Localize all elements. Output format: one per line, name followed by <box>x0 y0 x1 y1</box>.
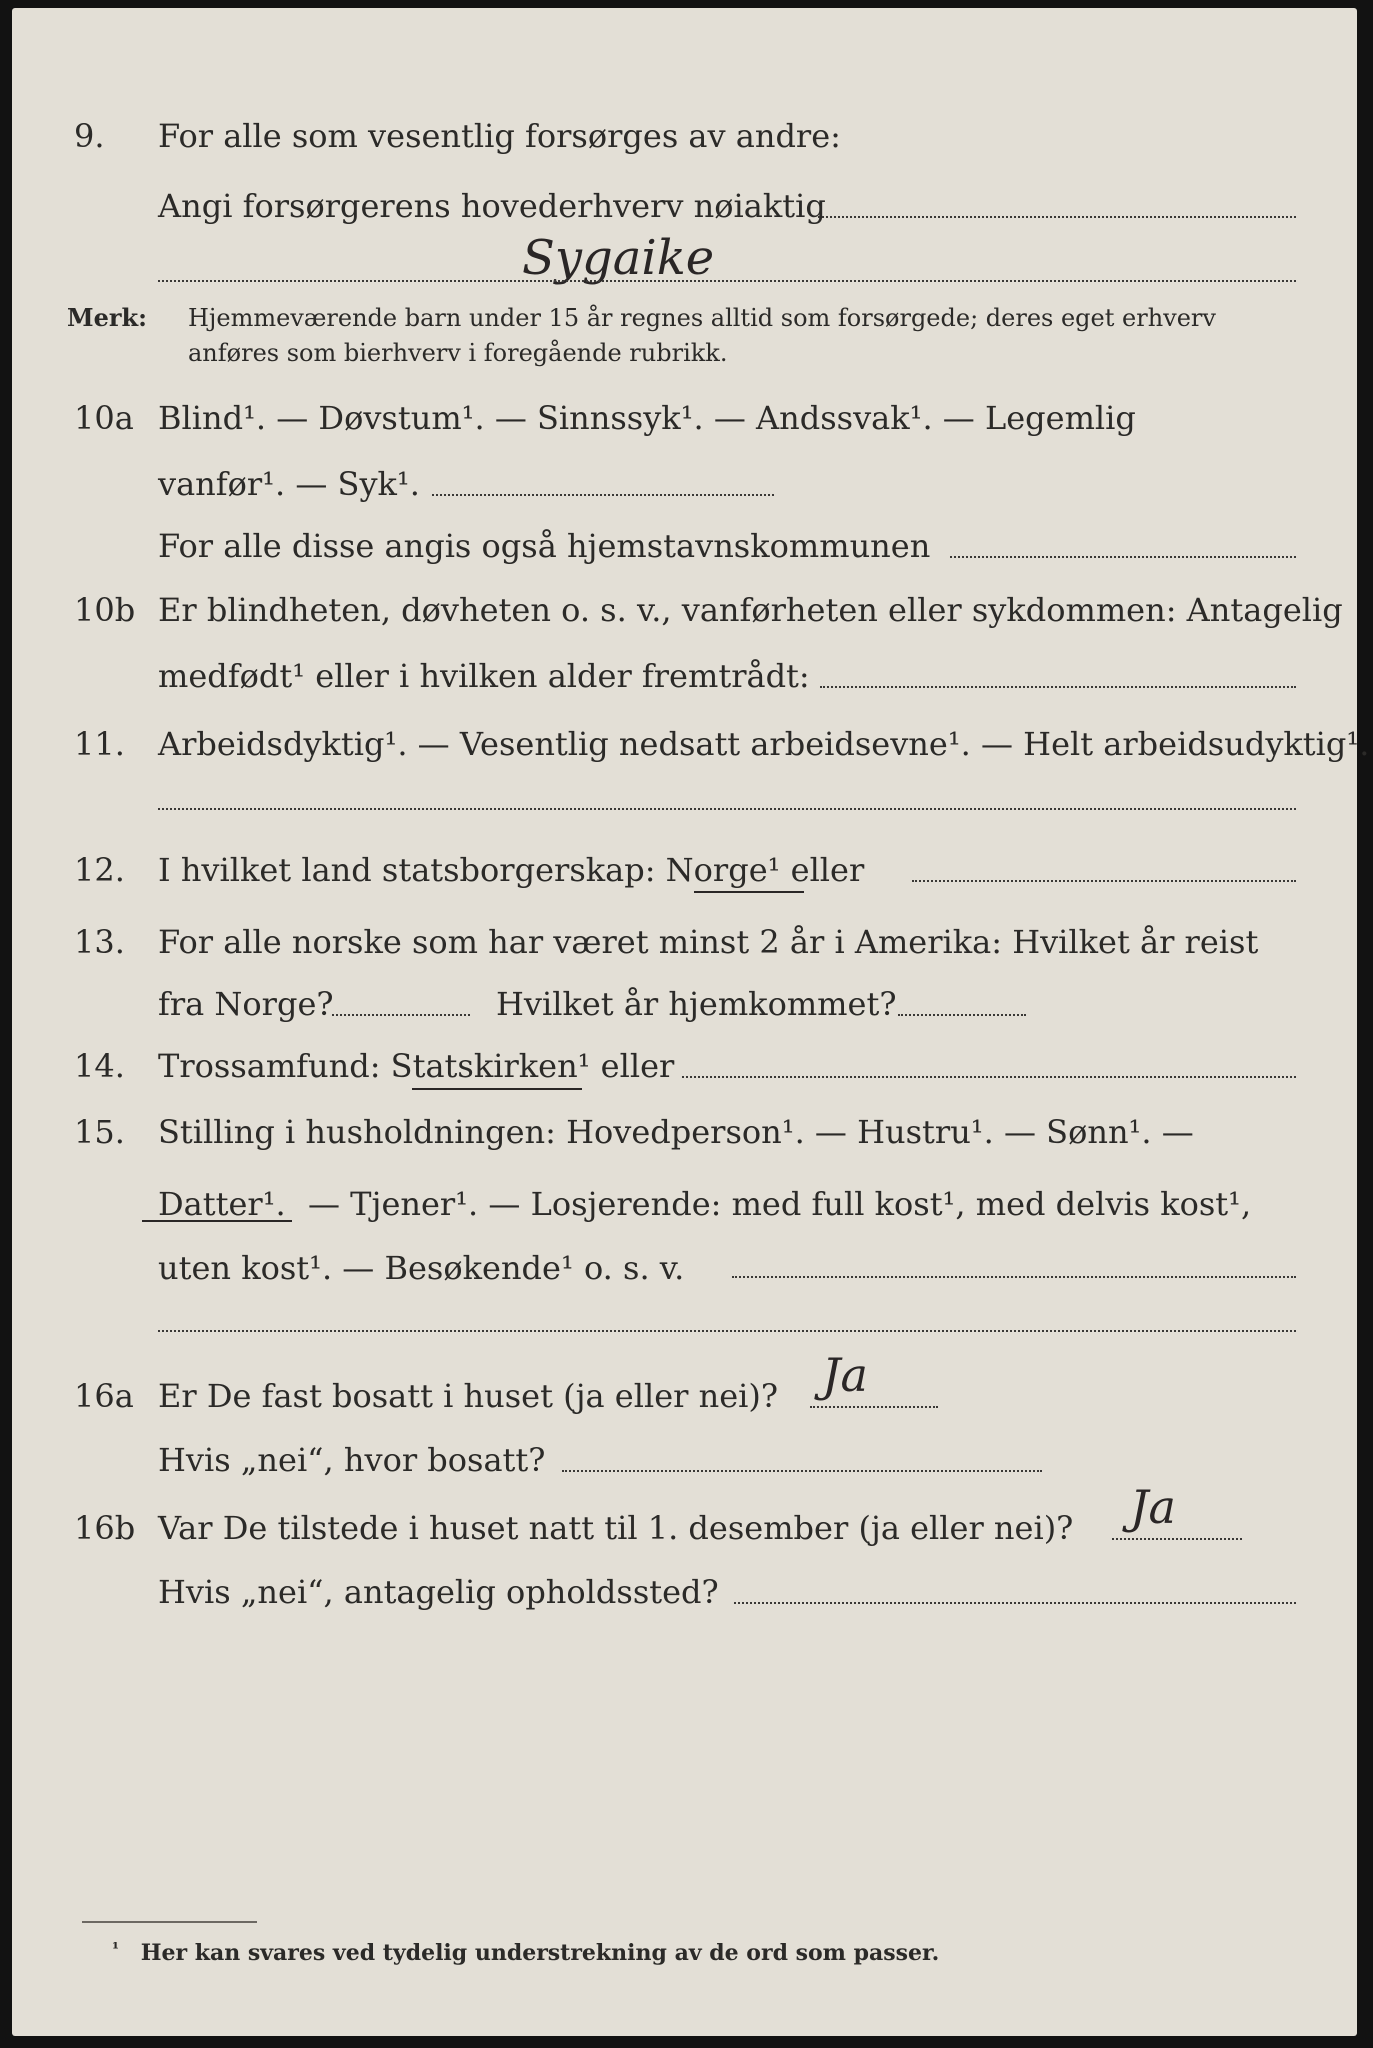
q13-hjemkommet-line <box>898 1014 1026 1016</box>
census-form-page <box>12 8 1370 2036</box>
merk-label: Merk: <box>67 303 147 332</box>
q15-line1: Stilling i husholdningen: Hovedperson¹. — Hustru¹. — Sønn¹. — <box>158 1113 1194 1151</box>
q16a-line1: Er De fast bosatt i huset (ja eller nei)? <box>158 1377 779 1415</box>
q13-line2b: Hvilket år hjemkommet? <box>496 985 897 1023</box>
q10a-line3: For alle disse angis også hjemstavnskommunen <box>158 527 931 565</box>
q9-answer-line-1 <box>818 216 1296 218</box>
q16a-line2: Hvis „nei“, hvor bosatt? <box>158 1441 546 1479</box>
q16b-line1: Var De tilstede i huset natt til 1. desember (ja eller nei)? <box>158 1509 1074 1547</box>
q16b-answer-line <box>1112 1538 1242 1540</box>
q12-answer-line <box>912 880 1296 882</box>
q13-reist-line <box>332 1014 470 1016</box>
q9-line1: For alle som vesentlig forsørges av andre: <box>158 117 841 155</box>
q10b-line1: Er blindheten, døvheten o. s. v., vanførheten eller sykdommen: Antagelig <box>158 591 1343 629</box>
q10a-syk-line <box>432 494 774 496</box>
q11-number: 11. <box>74 725 125 763</box>
q13-number: 13. <box>74 923 125 961</box>
q9-handwritten-answer: Sygaike <box>522 230 715 286</box>
q10a-number: 10a <box>74 399 134 437</box>
merk-line1: Hjemmeværende barn under 15 år regnes alltid som forsørgede; deres eget erhverv <box>188 304 1216 332</box>
q14-question: Trossamfund: <box>158 1047 381 1085</box>
footnote-mark: ¹ <box>112 1939 120 1958</box>
q14-number: 14. <box>74 1047 125 1085</box>
q16b-line2: Hvis „nei“, antagelig opholdssted? <box>158 1573 719 1611</box>
footnote-rule <box>82 1921 257 1923</box>
q10a-hjemstavn-line <box>950 556 1296 558</box>
q12-number: 12. <box>74 851 125 889</box>
q16b-number: 16b <box>74 1509 136 1547</box>
q15-answer-line-2 <box>158 1330 1296 1332</box>
q9-line2: Angi forsørgerens hovederhverv nøiaktig <box>158 187 826 225</box>
q15-datter-underline <box>142 1220 292 1222</box>
q10b-answer-line <box>820 686 1296 688</box>
q12-text <box>158 850 864 890</box>
q16b-handwritten-answer: Ja <box>1130 1480 1176 1534</box>
footnote-text: Her kan svares ved tydelig understrekning av de ord som passer. <box>140 1940 940 1966</box>
q14-text <box>158 1046 674 1086</box>
footnote <box>112 1940 939 1966</box>
q13-line2a: fra Norge? <box>158 985 334 1023</box>
q10b-number: 10b <box>74 591 136 629</box>
q16a-handwritten-answer: Ja <box>822 1348 868 1402</box>
q14-eller: eller <box>600 1047 675 1085</box>
q10a-line2: vanfør¹. — Syk¹. <box>158 465 420 503</box>
q12-question: I hvilket land statsborgerskap: <box>158 851 656 889</box>
q14-statskirken: Statskirken¹ <box>390 1047 591 1085</box>
q9-answer-line-2 <box>158 280 1296 282</box>
q9-number: 9. <box>74 117 105 155</box>
q16a-answer-line <box>810 1406 938 1408</box>
q15-datter: Datter¹. <box>158 1185 286 1223</box>
q11-line1: Arbeidsdyktig¹. — Vesentlig nedsatt arbeidsevne¹. — Helt arbeidsudyktig¹. <box>158 725 1370 763</box>
q15-number: 15. <box>74 1113 125 1151</box>
q14-statskirken-underline <box>412 1088 582 1090</box>
q10b-line2: medfødt¹ eller i hvilken alder fremtrådt: <box>158 657 810 695</box>
q12-eller: eller <box>790 851 865 889</box>
q12-norge: Norge¹ <box>665 851 781 889</box>
q15-answer-line <box>732 1276 1296 1278</box>
q16a-number: 16a <box>74 1377 134 1415</box>
q12-norge-underline <box>694 891 804 893</box>
q11-answer-line <box>158 808 1296 810</box>
merk-line2: anføres som bierhverv i foregående rubrikk. <box>188 339 728 367</box>
q15-line3: uten kost¹. — Besøkende¹ o. s. v. <box>158 1249 685 1287</box>
q10a-line1: Blind¹. — Døvstum¹. — Sinnssyk¹. — Andssvak¹. — Legemlig <box>158 399 1136 437</box>
q16b-opholdssted-line <box>734 1602 1296 1604</box>
q16a-bosatt-line <box>562 1470 1042 1472</box>
q15-line2b: — Tjener¹. — Losjerende: med full kost¹, med delvis kost¹, <box>308 1185 1252 1223</box>
q13-line1: For alle norske som har været minst 2 år i Amerika: Hvilket år reist <box>158 923 1259 961</box>
q14-answer-line <box>682 1076 1296 1078</box>
